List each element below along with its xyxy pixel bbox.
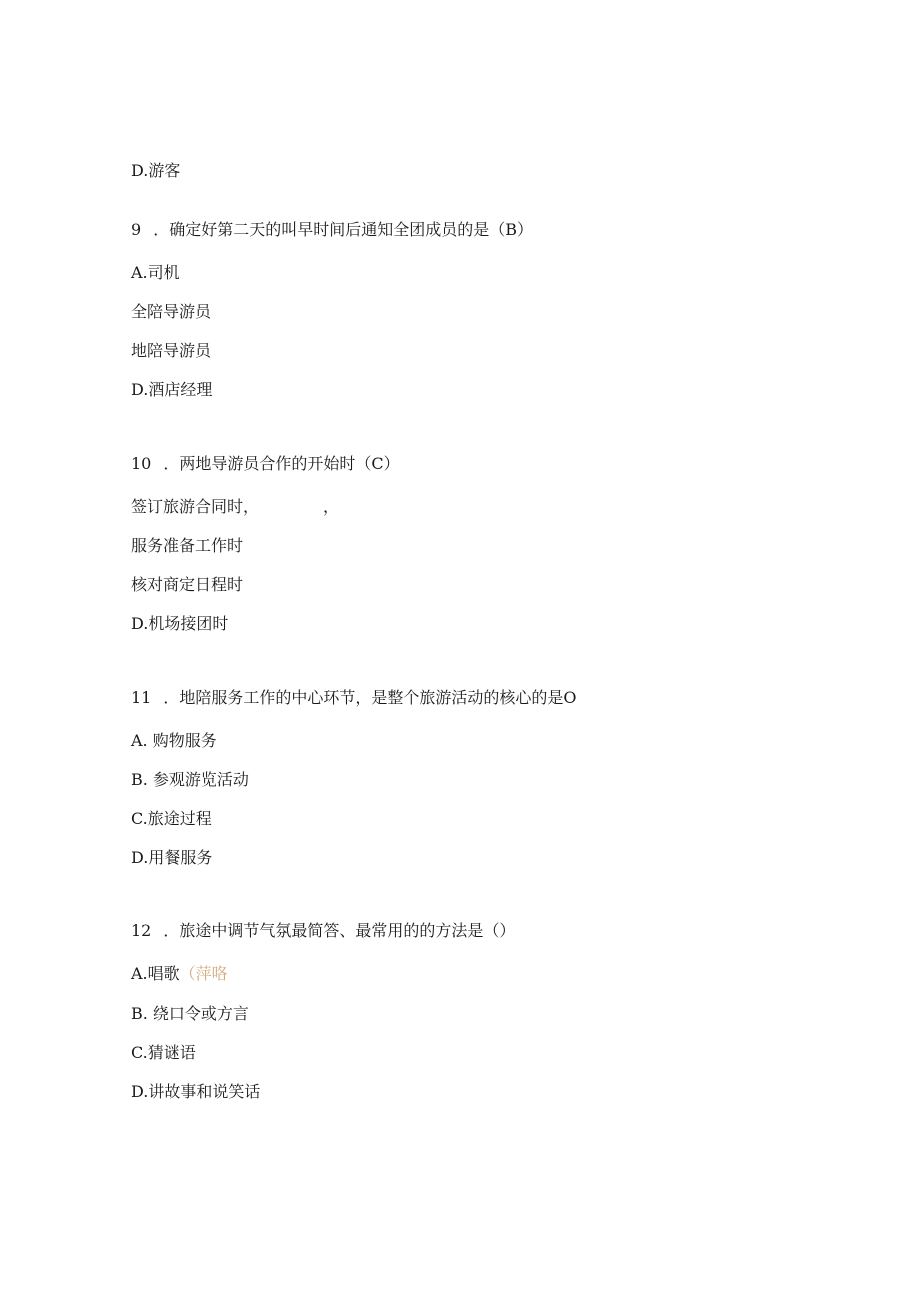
option-text: D.游客 — [131, 161, 181, 180]
q11-option-b — [131, 770, 249, 790]
option-text: 核对商定日程时 — [131, 575, 244, 594]
q12-option-b — [131, 1004, 249, 1024]
option-text: A.唱歌 — [131, 964, 180, 983]
option-text: 地陪导游员 — [131, 341, 212, 360]
q12-option-c — [131, 1043, 196, 1063]
question-number: 11 — [131, 688, 152, 707]
option-text: 签订旅游合同时， — [131, 497, 252, 516]
option-text: 全陪导游员 — [131, 302, 212, 321]
q9-option-a — [131, 263, 180, 283]
option-text: C.猜谜语 — [131, 1043, 196, 1062]
q11-option-c — [131, 809, 212, 829]
q9-option-c — [131, 341, 211, 361]
question-text: ．确定好第二天的叫早时间后通知全团成员的是（B） — [153, 220, 533, 239]
question-text: ．两地导游员合作的开始时（C） — [163, 454, 400, 473]
q9-option-d — [131, 380, 212, 400]
faded-text: （萍咯 — [179, 964, 228, 983]
option-text: 服务准备工作时 — [131, 536, 244, 555]
question-text: ．地陪服务工作的中心环节，是整个旅游活动的核心的是O — [163, 688, 577, 707]
q9-option-b — [131, 302, 211, 322]
q11-option-a — [131, 731, 217, 751]
option-text: D.讲故事和说笑话 — [131, 1082, 261, 1101]
q12-option-d — [131, 1082, 260, 1102]
question-number: 9 — [131, 220, 142, 239]
question-10 — [131, 454, 400, 474]
q10-option-c — [131, 575, 243, 595]
option-text: B. 绕口令或方言 — [131, 1004, 249, 1023]
option-text: D.用餐服务 — [131, 848, 213, 867]
option-text: D.酒店经理 — [131, 380, 213, 399]
option-text-tail: ， — [323, 497, 340, 516]
question-11 — [131, 688, 576, 708]
option-text: B. 参观游览活动 — [131, 770, 249, 789]
q11-option-d — [131, 848, 212, 868]
option-d-prev — [131, 161, 180, 181]
question-number: 12 — [131, 921, 152, 940]
q10-option-a — [131, 497, 339, 517]
q10-option-d — [131, 614, 228, 634]
option-text: C.旅途过程 — [131, 809, 212, 828]
option-text: D.机场接团时 — [131, 614, 229, 633]
q10-option-b — [131, 536, 243, 556]
option-text: A.司机 — [131, 263, 180, 282]
question-9 — [131, 220, 533, 240]
q12-option-a — [131, 964, 228, 984]
question-number: 10 — [131, 454, 152, 473]
option-text: A. 购物服务 — [131, 731, 217, 750]
question-text: ．旅途中调节气氛最简答、最常用的的方法是（） — [163, 921, 516, 940]
question-12 — [131, 921, 515, 941]
